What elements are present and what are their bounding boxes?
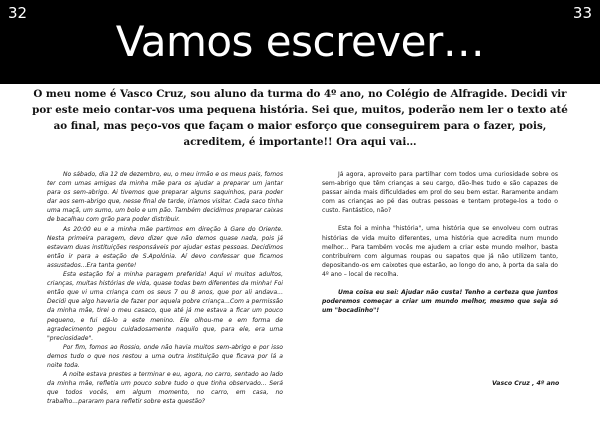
left-paragraph: Por fim, fomos ao Rossio, onde não havia muitos sem-abrigo e por isso demos tudo o que nos restou a uma outra instituição que ficava por lá a noite toda. xyxy=(47,343,283,369)
left-paragraph: No sábado, dia 12 de dezembro, eu, o meu irmão e os meus pais, fomos ter com umas amigas da minha mãe para os ajudar a preparar um jantar para os sem-abrigo. Ai tivemos que preparar alguns saquinhos, para poder dar aos sem-abrigo que, nesse final de tarde, iríamos visitar. Cada saco tinha uma maçã, um sumo, um bolo e um pão. Também decidimos preparar caixas de bacalhau com grão para poder distribuir. xyxy=(47,171,283,224)
left-paragraph: A noite estava prestes a terminar e eu, agora, no carro, sentado ao lado da minha mãe, refletia um pouco sobre tudo o que tinha observado... Será que todos vocês, em algum momento, no carro, em casa, no trabalho...pararam para refletir sobre esta questão? xyxy=(47,371,283,406)
page-header xyxy=(0,0,600,84)
page-number-right: 33 xyxy=(572,4,592,22)
page-number-left: 32 xyxy=(8,4,28,22)
left-paragraph: As 20:00 eu e a minha mãe partimos em direção à Gare do Oriente. Nesta primeira paragem, devo dizer que não demos quase nada, pois já estavam duas instituições responsáveis por ajudar estas pessoas. Decidimos então ir para a estação de S.Apolónia. Aí devo confessar que ficamos assustados...Era tanta gente! xyxy=(47,225,283,269)
right-paragraph: Esta foi a minha "história", uma história que se envolveu com outras histórias de vida muito diferentes, uma história que acredita num mundo melhor... Para também vocês me ajudem a criar este mundo melhor, basta contribuírem com algumas roupas ou sapatos que já não utilizem tanto, depositando-os em caixotes que estarão, ao longo do ano, à porta da sala do 4º ano – local de recolha. xyxy=(322,225,558,278)
intro-paragraph: O meu nome é Vasco Cruz, sou aluno da turma do 4º ano, no Colégio de Alfragide. Decidi vir por este meio contar-vos uma pequena história. Sei que, muitos, poderão nem ler o texto até ao final, mas peço-vos que façam o maior esforço que conseguirem para o fazer, pois, acreditem, é importante!! Ora aqui vai… xyxy=(32,88,568,148)
author-signature: Vasco Cruz , 4º ano xyxy=(492,380,560,387)
page-title: Vamos escrever… xyxy=(115,17,485,66)
left-paragraph: Esta estação foi a minha paragem preferida! Aqui vi muitos adultos, crianças, muitas histórias de vida, quase todas bem diferentes da minha! Foi então que vi uma criança com os seus 7 ou 8 anos, que por ali andava... Decidi que algo haveria de fazer por aquela pobre criança...Com a permissão da minha mãe, tirei o meu casaco, que até já me estava a ficar um pouco pequeno, e fui dá-lo a este menino. Ele olhou-me e em forma de agradecimento pegou cuidadosamente naquilo que, para ele, era uma "preciosidade". xyxy=(47,271,283,342)
closing-statement: Uma coisa eu sei: Ajudar não custa! Tenho a certeza que juntos poderemos começar a criar um mundo melhor, mesmo que seja só um "bocadinho"! xyxy=(322,289,558,315)
right-column xyxy=(322,170,558,315)
left-column xyxy=(47,170,283,406)
right-paragraph: Já agora, aproveito para partilhar com todos uma curiosidade sobre os sem-abrigo que têm crianças a seu cargo, dão-lhes tudo e são capazes de passar ainda mais dificuldades em prol do seu bem estar. Raramente andam com as crianças ao pé das outras pessoas e tentam protege-los a todo o custo. Fantástico, não? xyxy=(322,171,558,215)
